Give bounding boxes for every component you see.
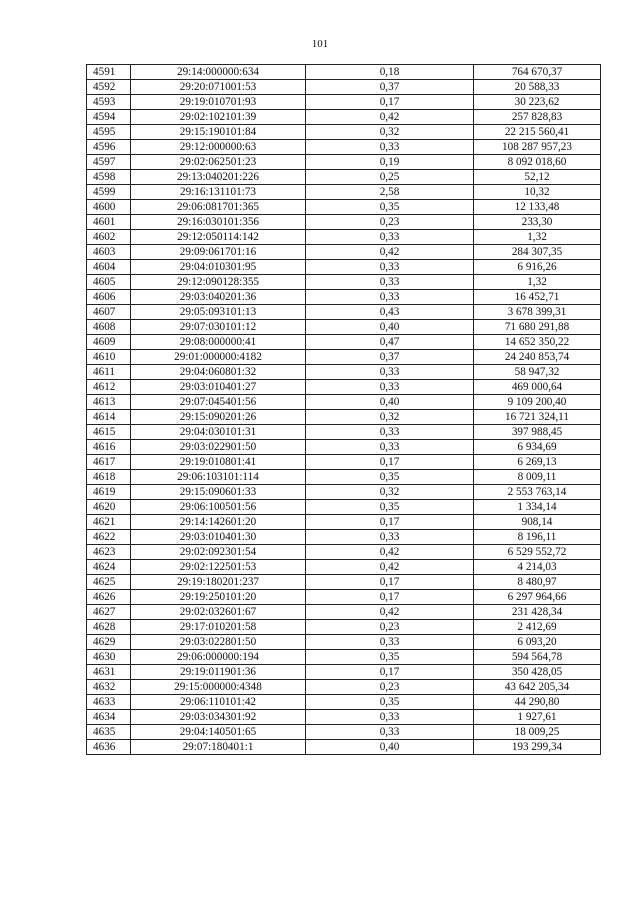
value-cell: 8 092 018,60 <box>474 155 601 170</box>
cadastral-value-table <box>86 64 601 755</box>
cadastral-number-cell: 29:04:010301:95 <box>131 260 306 275</box>
table-row <box>87 425 601 440</box>
table-row <box>87 110 601 125</box>
cadastral-number-cell: 29:02:062501:23 <box>131 155 306 170</box>
table-row <box>87 545 601 560</box>
value-cell: 1,32 <box>474 230 601 245</box>
value-cell: 908,14 <box>474 515 601 530</box>
value-cell: 3 678 399,31 <box>474 305 601 320</box>
table-row <box>87 155 601 170</box>
table-row <box>87 215 601 230</box>
value-cell: 257 828,83 <box>474 110 601 125</box>
rate-cell: 0,23 <box>306 680 474 695</box>
cadastral-number-cell: 29:01:000000:4182 <box>131 350 306 365</box>
rate-cell: 0,42 <box>306 560 474 575</box>
cadastral-number-cell: 29:03:040201:36 <box>131 290 306 305</box>
cadastral-number-cell: 29:03:034301:92 <box>131 710 306 725</box>
rate-cell: 0,25 <box>306 170 474 185</box>
value-cell: 469 000,64 <box>474 380 601 395</box>
rate-cell: 2,58 <box>306 185 474 200</box>
value-cell: 397 988,45 <box>474 425 601 440</box>
cadastral-number-cell: 29:19:010801:41 <box>131 455 306 470</box>
table-row <box>87 410 601 425</box>
value-cell: 22 215 560,41 <box>474 125 601 140</box>
table-row <box>87 575 601 590</box>
table-row <box>87 230 601 245</box>
value-cell: 6 269,13 <box>474 455 601 470</box>
value-cell: 6 916,26 <box>474 260 601 275</box>
cadastral-number-cell: 29:02:092301:54 <box>131 545 306 560</box>
table-row <box>87 185 601 200</box>
value-cell: 16 452,71 <box>474 290 601 305</box>
row-number-cell: 4595 <box>87 125 131 140</box>
row-number-cell: 4610 <box>87 350 131 365</box>
rate-cell: 0,33 <box>306 140 474 155</box>
value-cell: 8 009,11 <box>474 470 601 485</box>
table-row <box>87 590 601 605</box>
table-row <box>87 305 601 320</box>
value-cell: 108 287 957,23 <box>474 140 601 155</box>
row-number-cell: 4618 <box>87 470 131 485</box>
rate-cell: 0,40 <box>306 320 474 335</box>
rate-cell: 0,35 <box>306 650 474 665</box>
cadastral-number-cell: 29:14:000000:634 <box>131 65 306 80</box>
table-row <box>87 350 601 365</box>
row-number-cell: 4632 <box>87 680 131 695</box>
row-number-cell: 4622 <box>87 530 131 545</box>
value-cell: 6 093,20 <box>474 635 601 650</box>
rate-cell: 0,33 <box>306 440 474 455</box>
cadastral-number-cell: 29:03:010401:30 <box>131 530 306 545</box>
table-row <box>87 665 601 680</box>
row-number-cell: 4624 <box>87 560 131 575</box>
rate-cell: 0,35 <box>306 695 474 710</box>
rate-cell: 0,35 <box>306 470 474 485</box>
cadastral-number-cell: 29:19:180201:237 <box>131 575 306 590</box>
rate-cell: 0,42 <box>306 545 474 560</box>
rate-cell: 0,33 <box>306 275 474 290</box>
table-row <box>87 605 601 620</box>
rate-cell: 0,23 <box>306 620 474 635</box>
row-number-cell: 4634 <box>87 710 131 725</box>
cadastral-number-cell: 29:17:010201:58 <box>131 620 306 635</box>
rate-cell: 0,17 <box>306 575 474 590</box>
row-number-cell: 4629 <box>87 635 131 650</box>
rate-cell: 0,40 <box>306 740 474 755</box>
table-row <box>87 650 601 665</box>
row-number-cell: 4617 <box>87 455 131 470</box>
rate-cell: 0,19 <box>306 155 474 170</box>
table-row <box>87 470 601 485</box>
value-cell: 43 642 205,34 <box>474 680 601 695</box>
value-cell: 231 428,34 <box>474 605 601 620</box>
row-number-cell: 4630 <box>87 650 131 665</box>
table-row <box>87 65 601 80</box>
value-cell: 10,32 <box>474 185 601 200</box>
table-row <box>87 620 601 635</box>
table-row <box>87 680 601 695</box>
row-number-cell: 4613 <box>87 395 131 410</box>
cadastral-number-cell: 29:06:000000:194 <box>131 650 306 665</box>
row-number-cell: 4596 <box>87 140 131 155</box>
table-row <box>87 335 601 350</box>
rate-cell: 0,32 <box>306 125 474 140</box>
row-number-cell: 4635 <box>87 725 131 740</box>
value-cell: 16 721 324,11 <box>474 410 601 425</box>
value-cell: 14 652 350,22 <box>474 335 601 350</box>
row-number-cell: 4601 <box>87 215 131 230</box>
rate-cell: 0,40 <box>306 395 474 410</box>
rate-cell: 0,33 <box>306 425 474 440</box>
row-number-cell: 4609 <box>87 335 131 350</box>
cadastral-number-cell: 29:03:022801:50 <box>131 635 306 650</box>
table-row <box>87 365 601 380</box>
cadastral-number-cell: 29:15:000000:4348 <box>131 680 306 695</box>
row-number-cell: 4591 <box>87 65 131 80</box>
rate-cell: 0,42 <box>306 245 474 260</box>
value-cell: 4 214,03 <box>474 560 601 575</box>
cadastral-number-cell: 29:02:122501:53 <box>131 560 306 575</box>
table-row <box>87 395 601 410</box>
cadastral-number-cell: 29:03:022901:50 <box>131 440 306 455</box>
value-cell: 12 133,48 <box>474 200 601 215</box>
row-number-cell: 4602 <box>87 230 131 245</box>
row-number-cell: 4614 <box>87 410 131 425</box>
row-number-cell: 4620 <box>87 500 131 515</box>
value-cell: 2 412,69 <box>474 620 601 635</box>
cadastral-number-cell: 29:15:190101:84 <box>131 125 306 140</box>
row-number-cell: 4627 <box>87 605 131 620</box>
row-number-cell: 4636 <box>87 740 131 755</box>
table-row <box>87 80 601 95</box>
value-cell: 71 680 291,88 <box>474 320 601 335</box>
row-number-cell: 4623 <box>87 545 131 560</box>
rate-cell: 0,33 <box>306 380 474 395</box>
value-cell: 30 223,62 <box>474 95 601 110</box>
table-row <box>87 560 601 575</box>
value-cell: 6 934,69 <box>474 440 601 455</box>
value-cell: 24 240 853,74 <box>474 350 601 365</box>
cadastral-number-cell: 29:06:081701:365 <box>131 200 306 215</box>
cadastral-number-cell: 29:12:050114:142 <box>131 230 306 245</box>
row-number-cell: 4600 <box>87 200 131 215</box>
value-cell: 1 927,61 <box>474 710 601 725</box>
value-cell: 350 428,05 <box>474 665 601 680</box>
row-number-cell: 4608 <box>87 320 131 335</box>
rate-cell: 0,17 <box>306 95 474 110</box>
rate-cell: 0,33 <box>306 710 474 725</box>
table-row <box>87 485 601 500</box>
table-row <box>87 515 601 530</box>
row-number-cell: 4633 <box>87 695 131 710</box>
rate-cell: 0,47 <box>306 335 474 350</box>
rate-cell: 0,18 <box>306 65 474 80</box>
cadastral-number-cell: 29:20:071001:53 <box>131 80 306 95</box>
row-number-cell: 4593 <box>87 95 131 110</box>
value-cell: 233,30 <box>474 215 601 230</box>
row-number-cell: 4619 <box>87 485 131 500</box>
row-number-cell: 4605 <box>87 275 131 290</box>
cadastral-number-cell: 29:04:140501:65 <box>131 725 306 740</box>
row-number-cell: 4603 <box>87 245 131 260</box>
value-cell: 9 109 200,40 <box>474 395 601 410</box>
value-cell: 44 290,80 <box>474 695 601 710</box>
rate-cell: 0,33 <box>306 635 474 650</box>
value-cell: 8 480,97 <box>474 575 601 590</box>
rate-cell: 0,42 <box>306 110 474 125</box>
rate-cell: 0,43 <box>306 305 474 320</box>
row-number-cell: 4621 <box>87 515 131 530</box>
row-number-cell: 4606 <box>87 290 131 305</box>
rate-cell: 0,17 <box>306 665 474 680</box>
rate-cell: 0,37 <box>306 80 474 95</box>
rate-cell: 0,33 <box>306 260 474 275</box>
table-row <box>87 455 601 470</box>
cadastral-number-cell: 29:07:045401:56 <box>131 395 306 410</box>
row-number-cell: 4592 <box>87 80 131 95</box>
value-cell: 20 588,33 <box>474 80 601 95</box>
rate-cell: 0,33 <box>306 725 474 740</box>
table-row <box>87 380 601 395</box>
rate-cell: 0,17 <box>306 590 474 605</box>
table-body <box>87 65 601 755</box>
rate-cell: 0,33 <box>306 230 474 245</box>
row-number-cell: 4604 <box>87 260 131 275</box>
cadastral-number-cell: 29:16:131101:73 <box>131 185 306 200</box>
cadastral-number-cell: 29:12:000000:63 <box>131 140 306 155</box>
table-row <box>87 320 601 335</box>
table-row <box>87 695 601 710</box>
cadastral-number-cell: 29:19:011901:36 <box>131 665 306 680</box>
cadastral-number-cell: 29:19:010701:93 <box>131 95 306 110</box>
table-row <box>87 290 601 305</box>
cadastral-number-cell: 29:07:180401:1 <box>131 740 306 755</box>
value-cell: 284 307,35 <box>474 245 601 260</box>
row-number-cell: 4612 <box>87 380 131 395</box>
cadastral-number-cell: 29:15:090201:26 <box>131 410 306 425</box>
cadastral-number-cell: 29:15:090601:33 <box>131 485 306 500</box>
cadastral-number-cell: 29:04:060801:32 <box>131 365 306 380</box>
table-row <box>87 95 601 110</box>
value-cell: 8 196,11 <box>474 530 601 545</box>
rate-cell: 0,33 <box>306 530 474 545</box>
rate-cell: 0,33 <box>306 290 474 305</box>
rate-cell: 0,33 <box>306 365 474 380</box>
table-row <box>87 740 601 755</box>
table-row <box>87 710 601 725</box>
rate-cell: 0,32 <box>306 485 474 500</box>
cadastral-number-cell: 29:08:000000:41 <box>131 335 306 350</box>
cadastral-number-cell: 29:05:093101:13 <box>131 305 306 320</box>
cadastral-number-cell: 29:06:103101:114 <box>131 470 306 485</box>
cadastral-number-cell: 29:02:102101:39 <box>131 110 306 125</box>
cadastral-number-cell: 29:14:142601:20 <box>131 515 306 530</box>
row-number-cell: 4615 <box>87 425 131 440</box>
cadastral-number-cell: 29:04:030101:31 <box>131 425 306 440</box>
value-cell: 2 553 763,14 <box>474 485 601 500</box>
table-row <box>87 440 601 455</box>
page-number: 101 <box>311 38 329 50</box>
table-row <box>87 245 601 260</box>
rate-cell: 0,37 <box>306 350 474 365</box>
table-row <box>87 635 601 650</box>
cadastral-number-cell: 29:07:030101:12 <box>131 320 306 335</box>
row-number-cell: 4616 <box>87 440 131 455</box>
table-row <box>87 200 601 215</box>
value-cell: 52,12 <box>474 170 601 185</box>
rate-cell: 0,23 <box>306 215 474 230</box>
cadastral-number-cell: 29:13:040201:226 <box>131 170 306 185</box>
row-number-cell: 4631 <box>87 665 131 680</box>
table-row <box>87 530 601 545</box>
value-cell: 18 009,25 <box>474 725 601 740</box>
cadastral-number-cell: 29:19:250101:20 <box>131 590 306 605</box>
table-row <box>87 125 601 140</box>
rate-cell: 0,35 <box>306 200 474 215</box>
table-row <box>87 260 601 275</box>
rate-cell: 0,17 <box>306 455 474 470</box>
table-row <box>87 140 601 155</box>
value-cell: 594 564,78 <box>474 650 601 665</box>
row-number-cell: 4628 <box>87 620 131 635</box>
table-row <box>87 275 601 290</box>
row-number-cell: 4599 <box>87 185 131 200</box>
rate-cell: 0,17 <box>306 515 474 530</box>
row-number-cell: 4597 <box>87 155 131 170</box>
row-number-cell: 4625 <box>87 575 131 590</box>
cadastral-number-cell: 29:06:110101:42 <box>131 695 306 710</box>
cadastral-number-cell: 29:02:032601:67 <box>131 605 306 620</box>
value-cell: 1 334,14 <box>474 500 601 515</box>
value-cell: 6 529 552,72 <box>474 545 601 560</box>
value-cell: 58 947,32 <box>474 365 601 380</box>
rate-cell: 0,35 <box>306 500 474 515</box>
rate-cell: 0,32 <box>306 410 474 425</box>
rate-cell: 0,42 <box>306 605 474 620</box>
value-cell: 1,32 <box>474 275 601 290</box>
value-cell: 193 299,34 <box>474 740 601 755</box>
row-number-cell: 4598 <box>87 170 131 185</box>
cadastral-number-cell: 29:16:030101:356 <box>131 215 306 230</box>
cadastral-number-cell: 29:09:061701:16 <box>131 245 306 260</box>
table-row <box>87 725 601 740</box>
value-cell: 6 297 964,66 <box>474 590 601 605</box>
value-cell: 764 670,37 <box>474 65 601 80</box>
row-number-cell: 4607 <box>87 305 131 320</box>
row-number-cell: 4626 <box>87 590 131 605</box>
cadastral-number-cell: 29:03:010401:27 <box>131 380 306 395</box>
cadastral-number-cell: 29:12:090128:355 <box>131 275 306 290</box>
row-number-cell: 4594 <box>87 110 131 125</box>
row-number-cell: 4611 <box>87 365 131 380</box>
table-row <box>87 170 601 185</box>
cadastral-number-cell: 29:06:100501:56 <box>131 500 306 515</box>
table-row <box>87 500 601 515</box>
